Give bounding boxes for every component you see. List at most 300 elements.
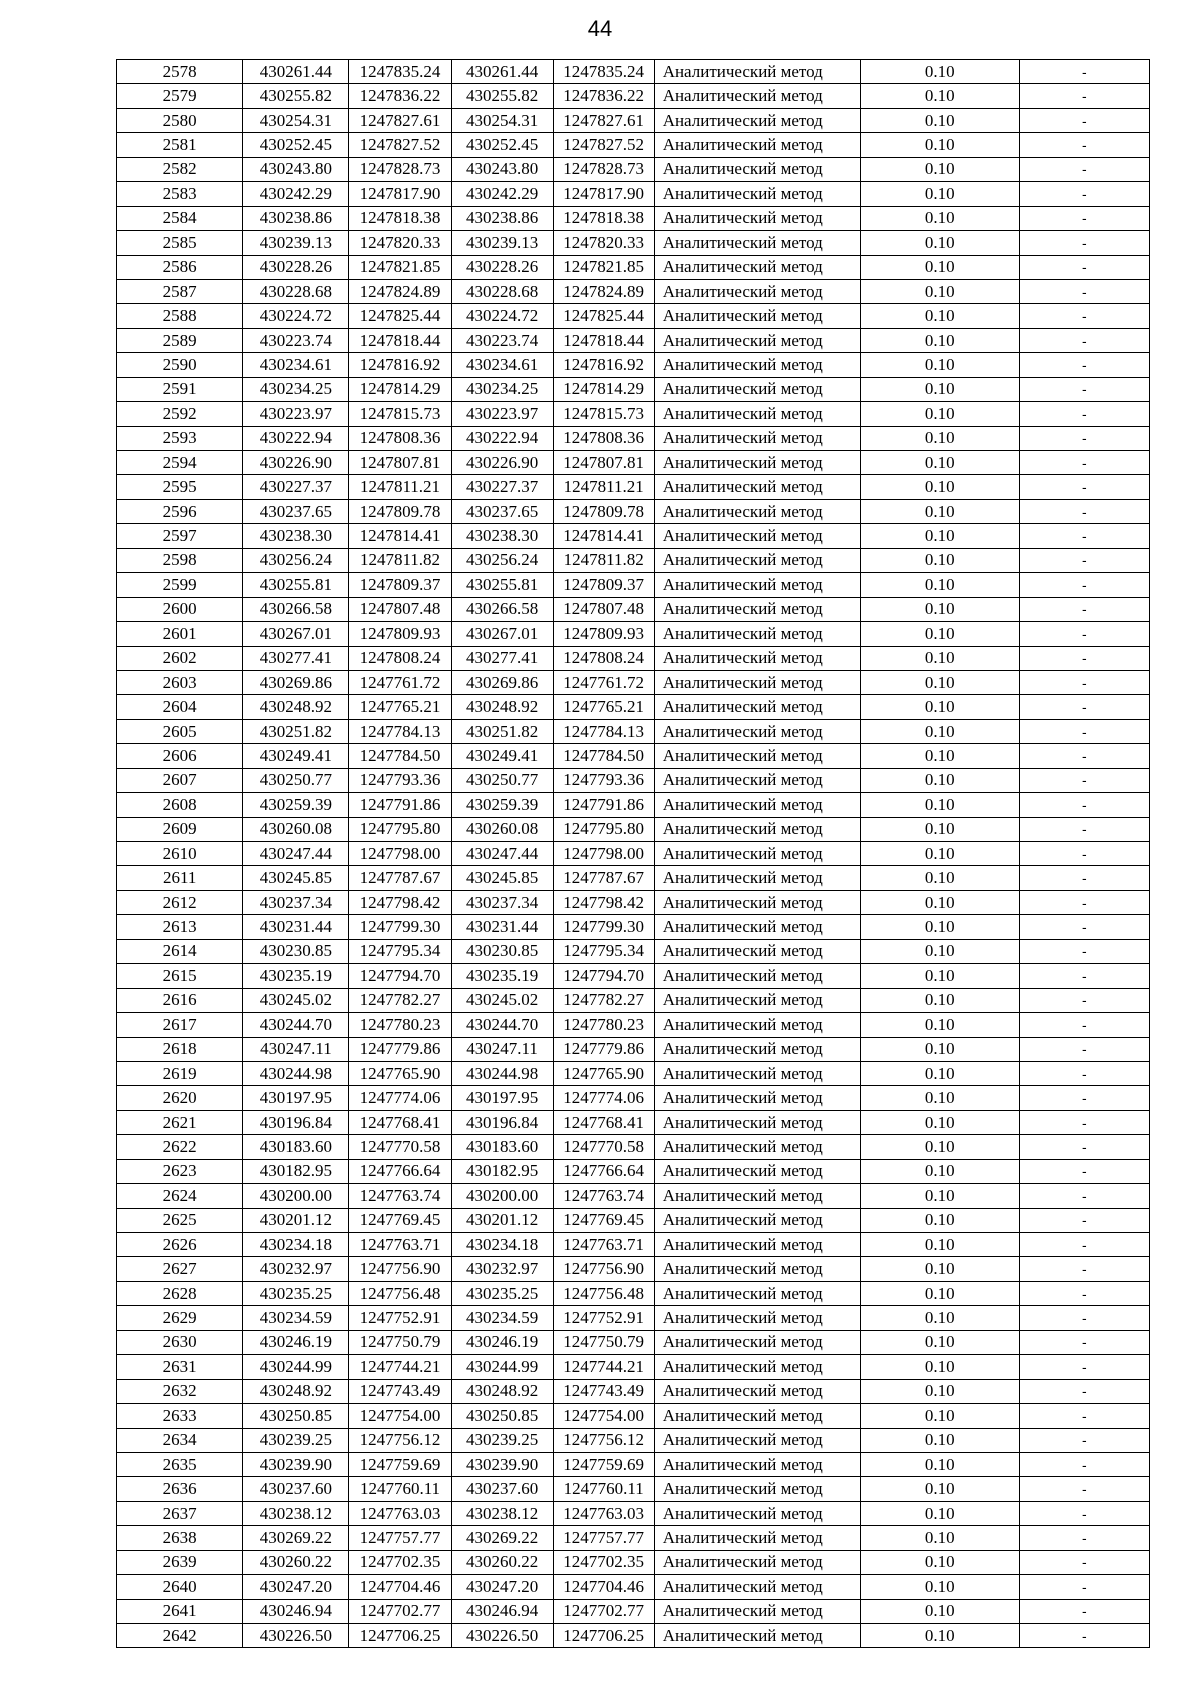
point-number-cell: 2593: [117, 426, 243, 450]
x-cell: 430235.25: [243, 1281, 349, 1305]
table-row: [117, 1110, 1150, 1134]
note-cell: -: [1019, 231, 1149, 255]
x-new-cell: 430269.86: [451, 670, 553, 694]
point-number-cell: 2597: [117, 524, 243, 548]
point-number-cell: 2580: [117, 108, 243, 132]
accuracy-cell: 0.10: [860, 1135, 1019, 1159]
accuracy-cell: 0.10: [860, 255, 1019, 279]
x-cell: 430196.84: [243, 1110, 349, 1134]
x-cell: 430246.19: [243, 1330, 349, 1354]
method-cell: Аналитический метод: [654, 768, 860, 792]
y-cell: 1247704.46: [349, 1575, 451, 1599]
x-new-cell: 430243.80: [451, 157, 553, 181]
method-cell: Аналитический метод: [654, 279, 860, 303]
table-row: [117, 695, 1150, 719]
y-cell: 1247766.64: [349, 1159, 451, 1183]
y-cell: 1247808.36: [349, 426, 451, 450]
x-cell: 430246.94: [243, 1599, 349, 1623]
note-cell: -: [1019, 1477, 1149, 1501]
point-number-cell: 2599: [117, 573, 243, 597]
accuracy-cell: 0.10: [860, 1184, 1019, 1208]
note-cell: -: [1019, 328, 1149, 352]
y-new-cell: 1247779.86: [553, 1037, 654, 1061]
point-number-cell: 2619: [117, 1061, 243, 1085]
accuracy-cell: 0.10: [860, 622, 1019, 646]
x-new-cell: 430234.18: [451, 1233, 553, 1257]
y-cell: 1247780.23: [349, 1013, 451, 1037]
y-new-cell: 1247821.85: [553, 255, 654, 279]
method-cell: Аналитический метод: [654, 353, 860, 377]
method-cell: Аналитический метод: [654, 1257, 860, 1281]
accuracy-cell: 0.10: [860, 866, 1019, 890]
note-cell: -: [1019, 1306, 1149, 1330]
y-new-cell: 1247782.27: [553, 988, 654, 1012]
x-cell: 430224.72: [243, 304, 349, 328]
method-cell: Аналитический метод: [654, 866, 860, 890]
y-new-cell: 1247754.00: [553, 1404, 654, 1428]
method-cell: Аналитический метод: [654, 1550, 860, 1574]
note-cell: -: [1019, 768, 1149, 792]
table-row: [117, 1477, 1150, 1501]
x-new-cell: 430260.08: [451, 817, 553, 841]
y-new-cell: 1247799.30: [553, 915, 654, 939]
y-cell: 1247799.30: [349, 915, 451, 939]
table-row: [117, 890, 1150, 914]
note-cell: -: [1019, 279, 1149, 303]
y-new-cell: 1247770.58: [553, 1135, 654, 1159]
table-row: [117, 744, 1150, 768]
point-number-cell: 2623: [117, 1159, 243, 1183]
x-new-cell: 430239.90: [451, 1452, 553, 1476]
accuracy-cell: 0.10: [860, 1208, 1019, 1232]
y-cell: 1247808.24: [349, 646, 451, 670]
y-new-cell: 1247702.77: [553, 1599, 654, 1623]
table-row: [117, 426, 1150, 450]
point-number-cell: 2618: [117, 1037, 243, 1061]
method-cell: Аналитический метод: [654, 108, 860, 132]
table-row: [117, 1184, 1150, 1208]
y-new-cell: 1247756.48: [553, 1281, 654, 1305]
x-new-cell: 430277.41: [451, 646, 553, 670]
x-cell: 430200.00: [243, 1184, 349, 1208]
point-number-cell: 2594: [117, 451, 243, 475]
table-row: [117, 524, 1150, 548]
x-cell: 430230.85: [243, 939, 349, 963]
y-cell: 1247820.33: [349, 231, 451, 255]
x-cell: 430244.70: [243, 1013, 349, 1037]
note-cell: -: [1019, 475, 1149, 499]
accuracy-cell: 0.10: [860, 1404, 1019, 1428]
y-new-cell: 1247706.25: [553, 1624, 654, 1648]
note-cell: -: [1019, 206, 1149, 230]
accuracy-cell: 0.10: [860, 524, 1019, 548]
y-new-cell: 1247820.33: [553, 231, 654, 255]
y-cell: 1247754.00: [349, 1404, 451, 1428]
table-row: [117, 1061, 1150, 1085]
table-row: [117, 1013, 1150, 1037]
x-new-cell: 430226.50: [451, 1624, 553, 1648]
x-cell: 430248.92: [243, 695, 349, 719]
y-new-cell: 1247756.12: [553, 1428, 654, 1452]
method-cell: Аналитический метод: [654, 939, 860, 963]
accuracy-cell: 0.10: [860, 744, 1019, 768]
x-new-cell: 430237.34: [451, 890, 553, 914]
table-row: [117, 84, 1150, 108]
accuracy-cell: 0.10: [860, 548, 1019, 572]
table-row: [117, 1330, 1150, 1354]
accuracy-cell: 0.10: [860, 1257, 1019, 1281]
point-number-cell: 2637: [117, 1501, 243, 1525]
point-number-cell: 2601: [117, 622, 243, 646]
table-row: [117, 866, 1150, 890]
method-cell: Аналитический метод: [654, 1526, 860, 1550]
note-cell: -: [1019, 1281, 1149, 1305]
accuracy-cell: 0.10: [860, 1526, 1019, 1550]
method-cell: Аналитический метод: [654, 255, 860, 279]
point-number-cell: 2609: [117, 817, 243, 841]
table-row: [117, 622, 1150, 646]
y-cell: 1247811.21: [349, 475, 451, 499]
method-cell: Аналитический метод: [654, 402, 860, 426]
y-new-cell: 1247828.73: [553, 157, 654, 181]
y-new-cell: 1247757.77: [553, 1526, 654, 1550]
note-cell: -: [1019, 719, 1149, 743]
x-cell: 430256.24: [243, 548, 349, 572]
method-cell: Аналитический метод: [654, 1184, 860, 1208]
note-cell: -: [1019, 1501, 1149, 1525]
note-cell: -: [1019, 304, 1149, 328]
method-cell: Аналитический метод: [654, 182, 860, 206]
method-cell: Аналитический метод: [654, 744, 860, 768]
table-row: [117, 1501, 1150, 1525]
y-cell: 1247768.41: [349, 1110, 451, 1134]
x-new-cell: 430234.61: [451, 353, 553, 377]
y-new-cell: 1247780.23: [553, 1013, 654, 1037]
y-cell: 1247763.74: [349, 1184, 451, 1208]
x-cell: 430254.31: [243, 108, 349, 132]
y-new-cell: 1247809.78: [553, 499, 654, 523]
method-cell: Аналитический метод: [654, 231, 860, 255]
x-new-cell: 430200.00: [451, 1184, 553, 1208]
point-number-cell: 2642: [117, 1624, 243, 1648]
x-new-cell: 430247.11: [451, 1037, 553, 1061]
y-cell: 1247760.11: [349, 1477, 451, 1501]
y-cell: 1247761.72: [349, 670, 451, 694]
y-cell: 1247782.27: [349, 988, 451, 1012]
table-row: [117, 182, 1150, 206]
x-cell: 430238.12: [243, 1501, 349, 1525]
method-cell: Аналитический метод: [654, 1086, 860, 1110]
note-cell: -: [1019, 1330, 1149, 1354]
accuracy-cell: 0.10: [860, 108, 1019, 132]
point-number-cell: 2617: [117, 1013, 243, 1037]
x-cell: 430259.39: [243, 793, 349, 817]
y-cell: 1247807.81: [349, 451, 451, 475]
point-number-cell: 2622: [117, 1135, 243, 1159]
accuracy-cell: 0.10: [860, 1624, 1019, 1648]
method-cell: Аналитический метод: [654, 988, 860, 1012]
accuracy-cell: 0.10: [860, 1501, 1019, 1525]
x-cell: 430269.22: [243, 1526, 349, 1550]
table-row: [117, 499, 1150, 523]
accuracy-cell: 0.10: [860, 597, 1019, 621]
table-row: [117, 377, 1150, 401]
table-row: [117, 548, 1150, 572]
x-new-cell: 430248.92: [451, 695, 553, 719]
method-cell: Аналитический метод: [654, 84, 860, 108]
y-cell: 1247757.77: [349, 1526, 451, 1550]
y-new-cell: 1247798.42: [553, 890, 654, 914]
y-cell: 1247756.48: [349, 1281, 451, 1305]
accuracy-cell: 0.10: [860, 328, 1019, 352]
method-cell: Аналитический метод: [654, 1233, 860, 1257]
y-cell: 1247774.06: [349, 1086, 451, 1110]
point-number-cell: 2590: [117, 353, 243, 377]
x-cell: 430245.85: [243, 866, 349, 890]
y-new-cell: 1247766.64: [553, 1159, 654, 1183]
y-cell: 1247795.34: [349, 939, 451, 963]
note-cell: -: [1019, 1037, 1149, 1061]
x-new-cell: 430255.82: [451, 84, 553, 108]
accuracy-cell: 0.10: [860, 964, 1019, 988]
table-row: [117, 719, 1150, 743]
table-row: [117, 157, 1150, 181]
method-cell: Аналитический метод: [654, 1404, 860, 1428]
x-new-cell: 430242.29: [451, 182, 553, 206]
y-cell: 1247702.77: [349, 1599, 451, 1623]
x-cell: 430255.82: [243, 84, 349, 108]
method-cell: Аналитический метод: [654, 328, 860, 352]
note-cell: -: [1019, 744, 1149, 768]
point-number-cell: 2605: [117, 719, 243, 743]
point-number-cell: 2604: [117, 695, 243, 719]
accuracy-cell: 0.10: [860, 646, 1019, 670]
method-cell: Аналитический метод: [654, 475, 860, 499]
y-cell: 1247798.00: [349, 842, 451, 866]
accuracy-cell: 0.10: [860, 1086, 1019, 1110]
method-cell: Аналитический метод: [654, 1355, 860, 1379]
x-new-cell: 430224.72: [451, 304, 553, 328]
y-cell: 1247744.21: [349, 1355, 451, 1379]
y-cell: 1247818.44: [349, 328, 451, 352]
x-cell: 430226.90: [243, 451, 349, 475]
x-cell: 430260.22: [243, 1550, 349, 1574]
method-cell: Аналитический метод: [654, 499, 860, 523]
accuracy-cell: 0.10: [860, 206, 1019, 230]
point-number-cell: 2595: [117, 475, 243, 499]
x-cell: 430250.77: [243, 768, 349, 792]
x-cell: 430237.60: [243, 1477, 349, 1501]
note-cell: -: [1019, 1257, 1149, 1281]
y-cell: 1247835.24: [349, 60, 451, 84]
x-cell: 430247.44: [243, 842, 349, 866]
x-cell: 430247.20: [243, 1575, 349, 1599]
x-cell: 430226.50: [243, 1624, 349, 1648]
accuracy-cell: 0.10: [860, 939, 1019, 963]
x-new-cell: 430259.39: [451, 793, 553, 817]
accuracy-cell: 0.10: [860, 426, 1019, 450]
note-cell: -: [1019, 377, 1149, 401]
x-cell: 430239.90: [243, 1452, 349, 1476]
note-cell: -: [1019, 622, 1149, 646]
x-new-cell: 430252.45: [451, 133, 553, 157]
point-number-cell: 2608: [117, 793, 243, 817]
method-cell: Аналитический метод: [654, 817, 860, 841]
accuracy-cell: 0.10: [860, 1281, 1019, 1305]
x-new-cell: 430244.70: [451, 1013, 553, 1037]
method-cell: Аналитический метод: [654, 1599, 860, 1623]
method-cell: Аналитический метод: [654, 60, 860, 84]
x-new-cell: 430237.60: [451, 1477, 553, 1501]
point-number-cell: 2586: [117, 255, 243, 279]
accuracy-cell: 0.10: [860, 60, 1019, 84]
y-new-cell: 1247763.71: [553, 1233, 654, 1257]
y-new-cell: 1247760.11: [553, 1477, 654, 1501]
x-new-cell: 430267.01: [451, 622, 553, 646]
accuracy-cell: 0.10: [860, 915, 1019, 939]
accuracy-cell: 0.10: [860, 231, 1019, 255]
table-row: [117, 1135, 1150, 1159]
y-cell: 1247784.13: [349, 719, 451, 743]
y-new-cell: 1247824.89: [553, 279, 654, 303]
method-cell: Аналитический метод: [654, 890, 860, 914]
x-new-cell: 430223.97: [451, 402, 553, 426]
note-cell: -: [1019, 939, 1149, 963]
note-cell: -: [1019, 1086, 1149, 1110]
y-new-cell: 1247784.50: [553, 744, 654, 768]
x-cell: 430239.25: [243, 1428, 349, 1452]
note-cell: -: [1019, 108, 1149, 132]
y-new-cell: 1247818.44: [553, 328, 654, 352]
accuracy-cell: 0.10: [860, 1550, 1019, 1574]
method-cell: Аналитический метод: [654, 1379, 860, 1403]
accuracy-cell: 0.10: [860, 377, 1019, 401]
x-new-cell: 430237.65: [451, 499, 553, 523]
x-new-cell: 430197.95: [451, 1086, 553, 1110]
method-cell: Аналитический метод: [654, 1501, 860, 1525]
y-new-cell: 1247794.70: [553, 964, 654, 988]
accuracy-cell: 0.10: [860, 1061, 1019, 1085]
accuracy-cell: 0.10: [860, 842, 1019, 866]
method-cell: Аналитический метод: [654, 1477, 860, 1501]
x-cell: 430244.99: [243, 1355, 349, 1379]
y-new-cell: 1247798.00: [553, 842, 654, 866]
point-number-cell: 2614: [117, 939, 243, 963]
y-cell: 1247765.90: [349, 1061, 451, 1085]
y-new-cell: 1247811.82: [553, 548, 654, 572]
y-cell: 1247827.61: [349, 108, 451, 132]
table-row: [117, 793, 1150, 817]
point-number-cell: 2582: [117, 157, 243, 181]
table-row: [117, 108, 1150, 132]
table-row: [117, 402, 1150, 426]
y-cell: 1247809.93: [349, 622, 451, 646]
y-cell: 1247779.86: [349, 1037, 451, 1061]
y-cell: 1247765.21: [349, 695, 451, 719]
method-cell: Аналитический метод: [654, 1061, 860, 1085]
x-cell: 430260.08: [243, 817, 349, 841]
x-new-cell: 430256.24: [451, 548, 553, 572]
x-cell: 430234.61: [243, 353, 349, 377]
table-row: [117, 328, 1150, 352]
y-cell: 1247821.85: [349, 255, 451, 279]
x-cell: 430238.86: [243, 206, 349, 230]
y-new-cell: 1247809.37: [553, 573, 654, 597]
note-cell: -: [1019, 1624, 1149, 1648]
method-cell: Аналитический метод: [654, 793, 860, 817]
note-cell: -: [1019, 1550, 1149, 1574]
x-new-cell: 430250.77: [451, 768, 553, 792]
y-new-cell: 1247769.45: [553, 1208, 654, 1232]
y-new-cell: 1247761.72: [553, 670, 654, 694]
table-row: [117, 573, 1150, 597]
y-cell: 1247763.03: [349, 1501, 451, 1525]
y-new-cell: 1247774.06: [553, 1086, 654, 1110]
x-cell: 430235.19: [243, 964, 349, 988]
table-row: [117, 768, 1150, 792]
method-cell: Аналитический метод: [654, 1452, 860, 1476]
y-new-cell: 1247827.52: [553, 133, 654, 157]
y-cell: 1247798.42: [349, 890, 451, 914]
note-cell: -: [1019, 133, 1149, 157]
accuracy-cell: 0.10: [860, 1477, 1019, 1501]
y-cell: 1247794.70: [349, 964, 451, 988]
x-cell: 430238.30: [243, 524, 349, 548]
accuracy-cell: 0.10: [860, 1355, 1019, 1379]
point-number-cell: 2638: [117, 1526, 243, 1550]
x-new-cell: 430235.19: [451, 964, 553, 988]
point-number-cell: 2602: [117, 646, 243, 670]
point-number-cell: 2600: [117, 597, 243, 621]
table-row: [117, 1428, 1150, 1452]
x-new-cell: 430227.37: [451, 475, 553, 499]
note-cell: -: [1019, 890, 1149, 914]
table-row: [117, 1086, 1150, 1110]
note-cell: -: [1019, 817, 1149, 841]
x-new-cell: 430228.26: [451, 255, 553, 279]
note-cell: -: [1019, 1013, 1149, 1037]
accuracy-cell: 0.10: [860, 1037, 1019, 1061]
method-cell: Аналитический метод: [654, 1159, 860, 1183]
point-number-cell: 2621: [117, 1110, 243, 1134]
accuracy-cell: 0.10: [860, 573, 1019, 597]
point-number-cell: 2639: [117, 1550, 243, 1574]
accuracy-cell: 0.10: [860, 1233, 1019, 1257]
note-cell: -: [1019, 670, 1149, 694]
x-new-cell: 430182.95: [451, 1159, 553, 1183]
x-cell: 430232.97: [243, 1257, 349, 1281]
x-cell: 430201.12: [243, 1208, 349, 1232]
method-cell: Аналитический метод: [654, 719, 860, 743]
point-number-cell: 2596: [117, 499, 243, 523]
table-row: [117, 1208, 1150, 1232]
x-cell: 430222.94: [243, 426, 349, 450]
y-new-cell: 1247807.48: [553, 597, 654, 621]
point-number-cell: 2628: [117, 1281, 243, 1305]
note-cell: -: [1019, 548, 1149, 572]
note-cell: -: [1019, 1184, 1149, 1208]
x-cell: 430197.95: [243, 1086, 349, 1110]
method-cell: Аналитический метод: [654, 1575, 860, 1599]
x-cell: 430255.81: [243, 573, 349, 597]
point-number-cell: 2626: [117, 1233, 243, 1257]
note-cell: -: [1019, 1208, 1149, 1232]
method-cell: Аналитический метод: [654, 573, 860, 597]
table-row: [117, 597, 1150, 621]
method-cell: Аналитический метод: [654, 524, 860, 548]
x-new-cell: 430269.22: [451, 1526, 553, 1550]
point-number-cell: 2587: [117, 279, 243, 303]
